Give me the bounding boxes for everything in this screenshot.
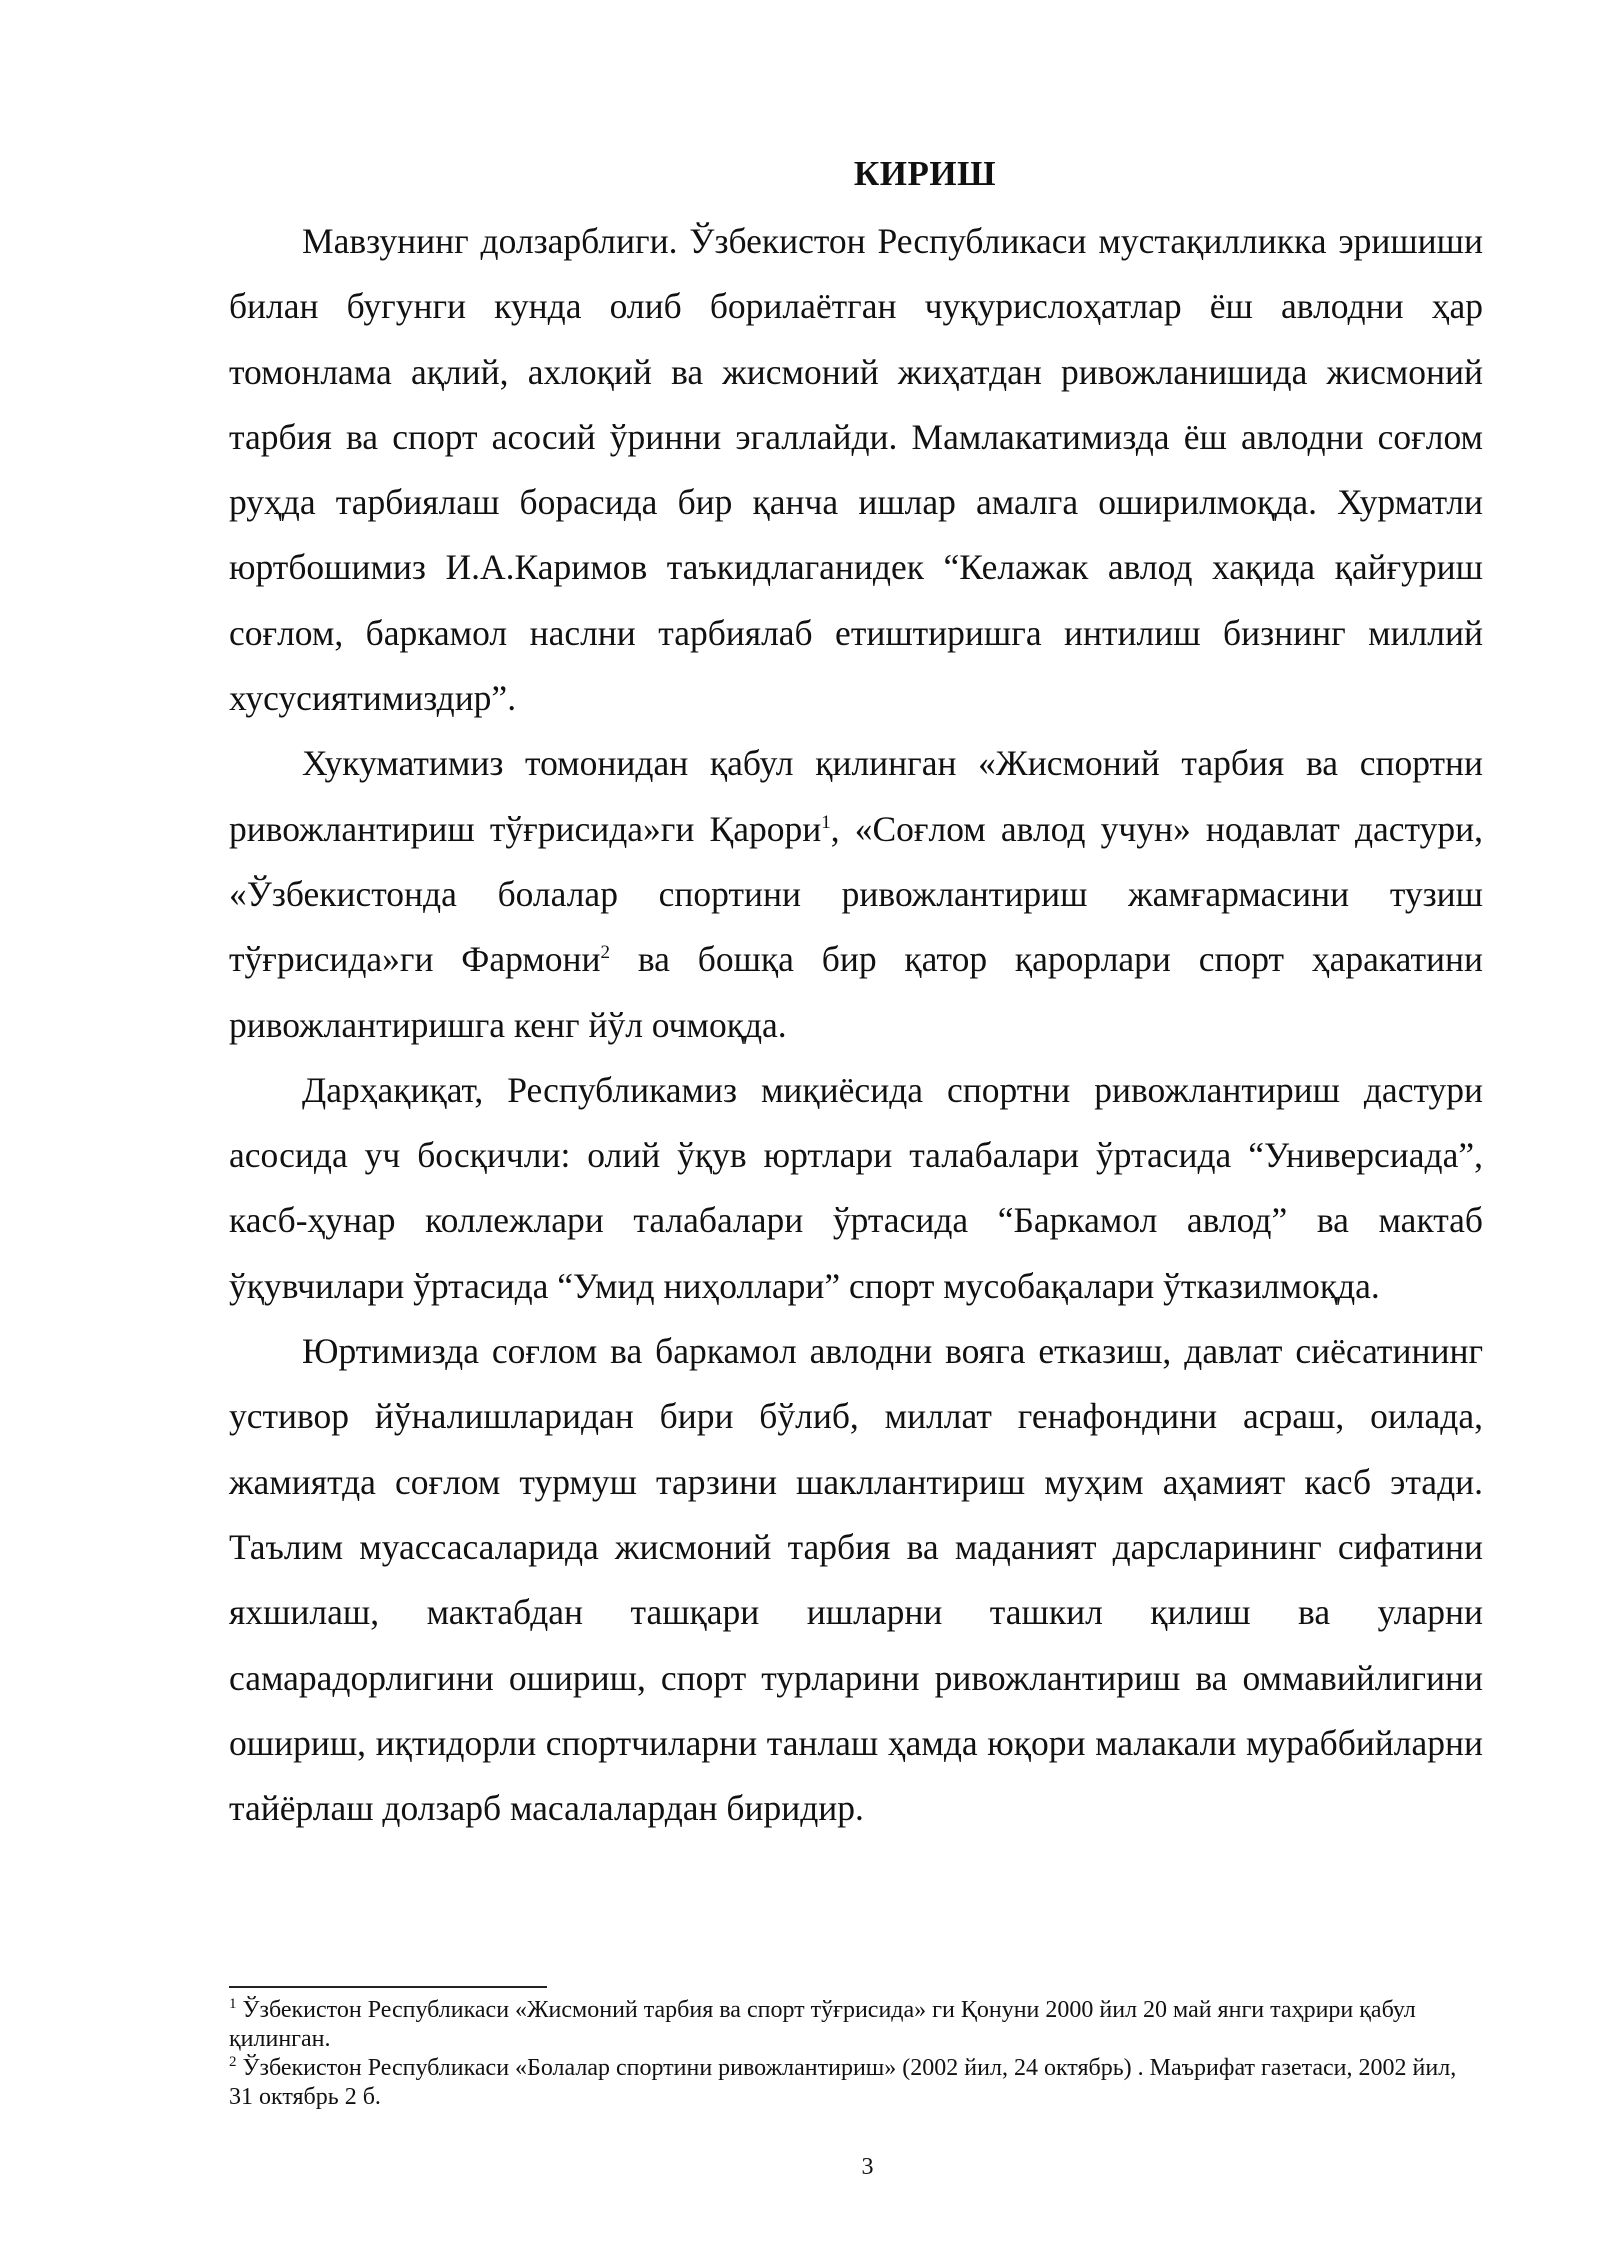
footnote-ref-2[interactable]: 2 — [600, 942, 611, 964]
page-heading: КИРИШ — [853, 154, 997, 193]
footnote-mark: 1 — [229, 1996, 237, 2012]
footnote-text: Ўзбекистон Республикаси «Болалар спортини ривожлантириш» (2002 йил, 24 октябрь) . Маърифат газетаси, 2002 йил, 31 октябрь 2 б. — [229, 2055, 1457, 2110]
paragraph-text: ва бошқа бир қатор қарорлари спорт ҳаракатини ривожлантиришга кенг йўл очмоқда. — [229, 939, 1483, 1045]
paragraph-healthy-generation: Юртимизда соғлом ва баркамол авлодни вояга етказиш, давлат сиёсатининг устивор йўналишларидан бири бўлиб, миллат генафондини асраш, оилада, жамиятда соғлом турмуш тарзини шакллантириш муҳим аҳамият касб этади. Таълим муассасаларида жисмоний тарбия ва маданият дарсларининг сифатини яхшилаш, мактабдан ташқари ишларни ташкил қилиш ва уларни самарадорлигини ошириш, спорт турларини ривожлантириш ва оммавийлигини ошириш, иқтидорли спортчиларни танлаш ҳамда юқори малакали мураббийларни тайёрлаш долзарб масалалардан биридир. — [229, 1331, 1483, 1829]
footnotes — [229, 1996, 1483, 2112]
footnote-text: Ўзбекистон Республикаси «Жисмоний тарбия ва спорт тўғрисида» ги Қонуни 2000 йил 20 май янги таҳрири қабул қилинган. — [229, 1997, 1416, 2052]
paragraph-competitions: Дарҳақиқат, Республикамиз миқиёсида спортни ривожлантириш дастури асосида уч босқичли: олий ўқув юртлари талабалари ўртасида “Универсиада”, касб-ҳунар коллежлари талабалари ўртасида “Баркамол авлод” ва мактаб ўқувчилари ўртасида “Умид ниҳоллари” спорт мусобақалари ўтказилмоқда. — [229, 1069, 1483, 1306]
footnote-1 — [229, 1996, 1483, 2054]
body-text — [229, 209, 1483, 1841]
footnote-2 — [229, 2054, 1483, 2112]
paragraph-relevance: Мавзунинг долзарблиги. Ўзбекистон Республикаси мустақилликка эришиши билан бугунги кунда олиб борилаётган чуқурислоҳатлар ёш авлодни ҳар томонлама ақлий, ахлоқий ва жисмоний жиҳатдан ривожланишида жисмоний тарбия ва спорт асосий ўринни эгаллайди. Мамлакатимизда ёш авлодни соғлом руҳда тарбиялаш борасида бир қанча ишлар амалга оширилмоқда. Хурматли юртбошимиз И.А.Каримов таъкидлаганидек “Келажак авлод хақида қайғуриш соғлом, баркамол наслни тарбиялаб етиштиришга интилиш бизнинг миллий хусусиятимиздир”. — [229, 221, 1483, 719]
paragraph-text: , «Соғлом авлод учун» нодавлат дастури, «Ўзбекистонда болалар спортини ривожлантириш жамғармасини тузиш тўғрисида»ги Фармони — [229, 808, 1483, 980]
paragraph-government-decrees — [229, 731, 1483, 1057]
paragraph-text: Хукуматимиз томонидан қабул қилинган «Жисмоний тарбия ва спортни ривожлантириш тўғрисида»ги Қарори — [229, 743, 1483, 849]
footnote-mark: 2 — [229, 2054, 237, 2070]
page-number: 3 — [861, 2154, 874, 2180]
footnote-separator — [229, 1986, 547, 1988]
footnote-ref-1[interactable]: 1 — [821, 811, 831, 833]
